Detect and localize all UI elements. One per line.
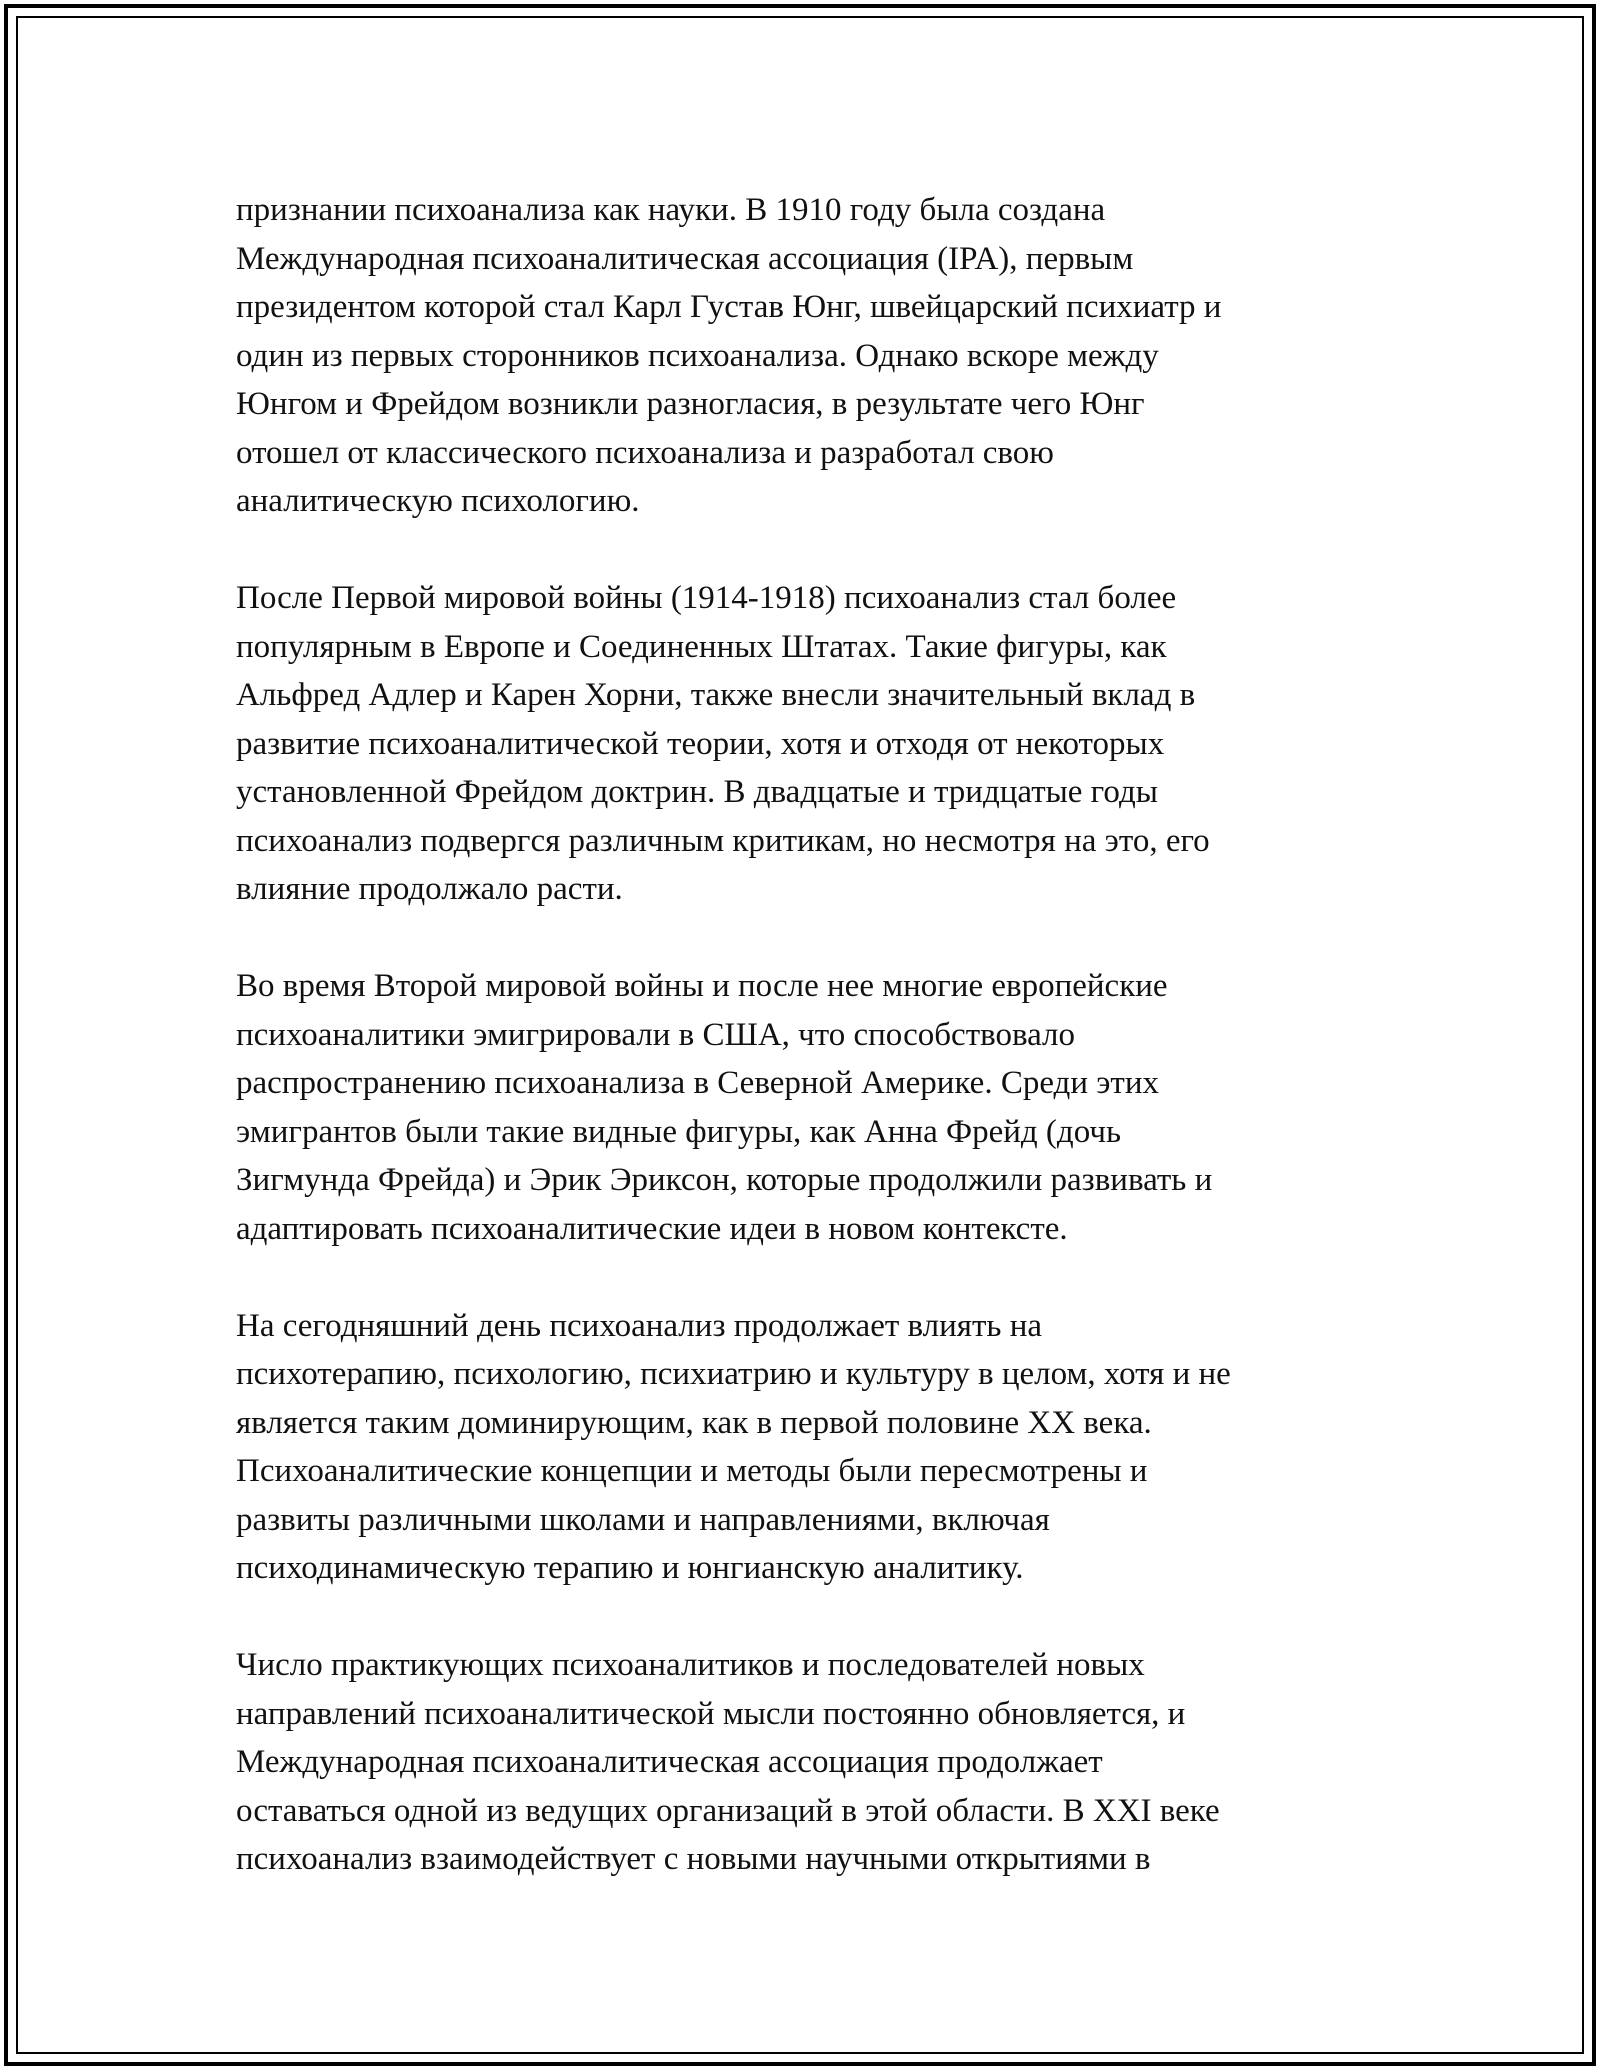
paragraph xyxy=(236,1641,1366,1884)
paragraph xyxy=(236,186,1366,526)
document-body xyxy=(236,186,1366,1932)
text-line: психоаналитики эмигрировали в США, что способствовало xyxy=(236,1016,1076,1053)
paragraph xyxy=(236,1302,1366,1593)
text-line: установленной Фрейдом доктрин. В двадцатые и тридцатые годы xyxy=(236,774,1158,810)
text-line: психоанализ подвергся различным критикам, но несмотря на это, его xyxy=(236,822,1210,859)
text-line: На сегодняшний день психоанализ продолжает влиять на xyxy=(236,1307,1043,1344)
text-line: является таким доминирующим, как в первой половине XX века. xyxy=(236,1404,1152,1441)
text-line: Число практикующих психоаналитиков и последователей новых xyxy=(236,1647,1145,1683)
text-line: распространению психоанализа в Северной Америке. Среди этих xyxy=(236,1065,1159,1101)
text-line: Альфред Адлер и Карен Хорни, также внесли значительный вклад в xyxy=(236,677,1196,713)
text-line: отошел от классического психоанализа и разработал свою xyxy=(236,434,1054,471)
text-line: оставаться одной из ведущих организаций в этой области. В XXI веке xyxy=(236,1792,1220,1829)
paragraph xyxy=(236,962,1366,1253)
text-line: президентом которой стал Карл Густав Юнг, швейцарский психиатр и xyxy=(236,289,1222,325)
text-line: Зигмунда Фрейда) и Эрик Эриксон, которые продолжили развивать и xyxy=(236,1162,1213,1198)
text-line: Международная психоаналитическая ассоциация продолжает xyxy=(236,1744,1103,1780)
text-line: развиты различными школами и направлениями, включая xyxy=(236,1501,1050,1538)
text-line: влияние продолжало расти. xyxy=(236,871,623,907)
text-line: Психоаналитические концепции и методы были пересмотрены и xyxy=(236,1453,1148,1489)
text-line: признании психоанализа как науки. В 1910 году была создана xyxy=(236,192,1106,228)
text-line: Международная психоаналитическая ассоциация (IPA), первым xyxy=(236,240,1134,277)
text-line: Во время Второй мировой войны и после нее многие европейские xyxy=(236,968,1168,1004)
text-line: направлений психоаналитической мысли постоянно обновляется, и xyxy=(236,1695,1186,1732)
text-line: психоанализ взаимодействует с новыми научными открытиями в xyxy=(236,1841,1151,1877)
text-line: Юнгом и Фрейдом возникли разногласия, в результате чего Юнг xyxy=(236,386,1145,422)
text-line: После Первой мировой войны (1914-1918) психоанализ стал более xyxy=(236,580,1177,616)
text-line: психодинамическую терапию и юнгианскую аналитику. xyxy=(236,1550,1024,1586)
text-line: адаптировать психоаналитические идеи в новом контексте. xyxy=(236,1210,1068,1247)
text-line: эмигрантов были такие видные фигуры, как Анна Фрейд (дочь xyxy=(236,1113,1121,1150)
text-line: аналитическую психологию. xyxy=(236,483,640,519)
paragraph xyxy=(236,574,1366,914)
text-line: психотерапию, психологию, психиатрию и культуру в целом, хотя и не xyxy=(236,1356,1231,1392)
text-line: популярным в Европе и Соединенных Штатах. Такие фигуры, как xyxy=(236,628,1167,665)
text-line: развитие психоаналитической теории, хотя и отходя от некоторых xyxy=(236,725,1165,762)
text-line: один из первых сторонников психоанализа. Однако вскоре между xyxy=(236,337,1159,374)
